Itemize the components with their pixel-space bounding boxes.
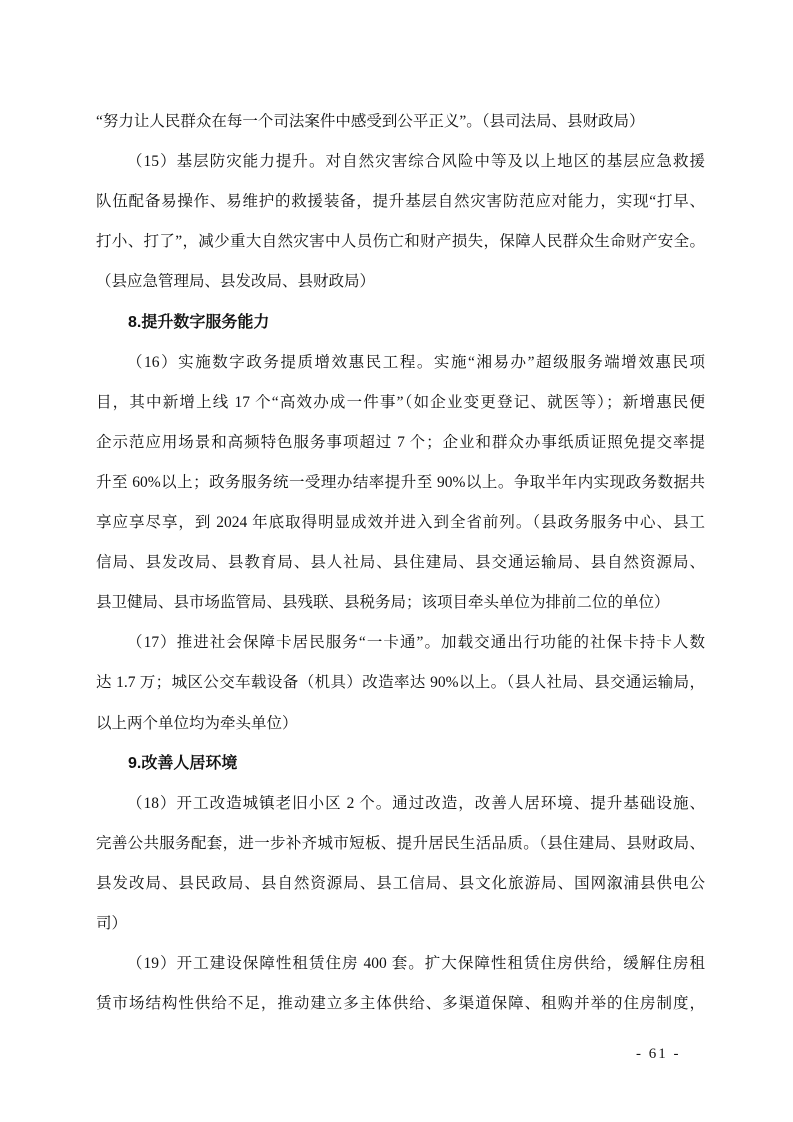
text-line: 信局、县发改局、县教育局、县人社局、县住建局、县交通运输局、县自然资源局、	[96, 554, 705, 572]
text-line: （县应急管理局、县发改局、县财政局）	[96, 273, 376, 291]
text-line: （16）实施数字政务提质增效惠民工程。实施“湘易办”超级服务端增效惠民项	[127, 353, 705, 371]
text-line: “努力让人民群众在每一个司法案件中感受到公平正义”。（县司法局、县财政局）	[96, 113, 645, 130]
text-line: （15）基层防灾能力提升。对自然灾害综合风险中等及以上地区的基层应急救援	[127, 153, 705, 171]
text-line: 升至 60%以上；政务服务统一受理办结率提升至 90%以上。争取半年内实现政务数据共	[96, 473, 705, 491]
section-heading: 8.提升数字服务能力	[128, 313, 270, 331]
text-line: 达 1.7 万；城区公交车载设备（机具）改造率达 90%以上。（县人社局、县交通运输局，	[96, 674, 705, 692]
text-line: 县卫健局、县市场监管局、县残联、县税务局；该项目牵头单位为排前二位的单位）	[96, 594, 670, 612]
text-line: 司）	[96, 915, 128, 932]
text-line: （18）开工改造城镇老旧小区 2 个。通过改造，改善人居环境、提升基础设施、	[127, 794, 705, 812]
text-line: 赁市场结构性供给不足，推动建立多主体供给、多渠道保障、租购并举的住房制度，	[96, 995, 705, 1013]
section-heading: 9.改善人居环境	[128, 754, 238, 772]
text-line: 企示范应用场景和高频特色服务事项超过 7 个；企业和群众办事纸质证照免提交率提	[96, 433, 705, 451]
text-line: 打小、打了”，减少重大自然灾害中人员伤亡和财产损失，保障人民群众生命财产安全。	[96, 233, 705, 251]
page-number: - 61 -	[636, 1046, 681, 1062]
text-line: 完善公共服务配套，进一步补齐城市短板、提升居民生活品质。（县住建局、县财政局、	[96, 834, 705, 852]
text-line: 县发改局、县民政局、县自然资源局、县工信局、县文化旅游局、国网溆浦县供电公	[96, 874, 705, 892]
text-line: 享应享尽享，到 2024 年底取得明显成效并进入到全省前列。（县政务服务中心、县工	[96, 514, 705, 531]
text-line: （19）开工建设保障性租赁住房 400 套。扩大保障性租赁住房供给，缓解住房租	[127, 955, 705, 973]
text-line: （17）推进社会保障卡居民服务“一卡通”。加载交通出行功能的社保卡持卡人数	[127, 634, 705, 652]
text-line: 队伍配备易操作、易维护的救援装备，提升基层自然灾害防范应对能力，实现“打早、	[96, 193, 705, 211]
text-line: 目，其中新增上线 17 个“高效办成一件事”（如企业变更登记、就医等）；新增惠民便	[96, 393, 705, 411]
text-line: 以上两个单位均为牵头单位）	[96, 714, 298, 732]
